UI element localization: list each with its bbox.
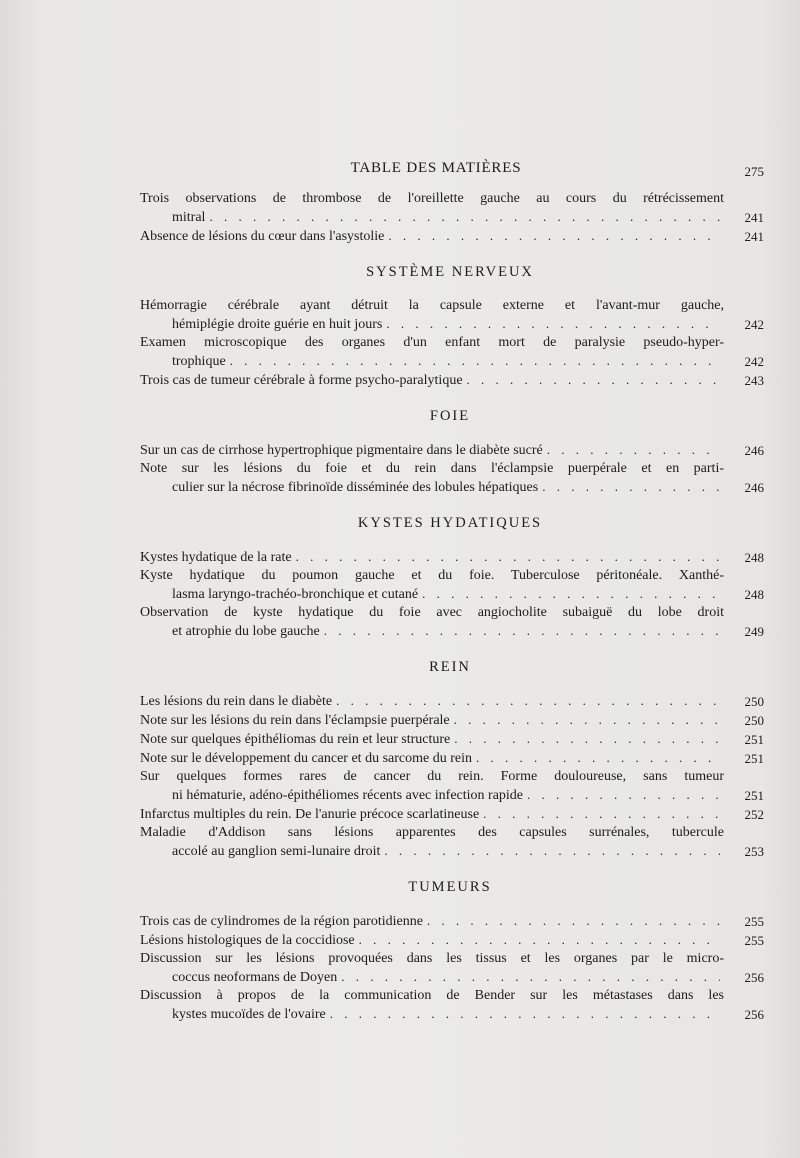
toc-entry-line: Kyste hydatique du poumon gauche et du foie. Tuberculose péritonéale. Xanthé-: [140, 568, 724, 583]
toc-entry-page: 243: [744, 373, 764, 388]
section-title: FOIE: [429, 408, 471, 424]
dot-leader: [336, 692, 720, 710]
toc-entry: [140, 190, 764, 227]
toc-entry: [140, 711, 764, 730]
toc-entry-last-line: [140, 371, 724, 390]
toc-entry: [140, 768, 764, 805]
toc-section: [140, 264, 764, 390]
toc-entry-line: Trois observations de thrombose de l'oreillette gauche au cours du rétrécissement: [140, 191, 724, 206]
dot-leader: [427, 912, 720, 930]
toc-entry-text: Trois cas de cylindromes de la région parotidienne: [140, 914, 423, 929]
toc-entry: [140, 460, 764, 497]
toc-entry-text: culier sur la nécrose fibrinoïde disséminée des lobules hépatiques: [172, 480, 539, 495]
dot-leader: [454, 730, 720, 748]
toc-entry-last-line: [140, 786, 724, 805]
toc-entry-page: 256: [744, 1007, 764, 1022]
toc-entry-last-line: [140, 315, 724, 334]
toc-entry-text: kystes mucoïdes de l'ovaire: [172, 1007, 326, 1022]
dot-leader: [388, 227, 720, 245]
toc-entry: [140, 931, 764, 950]
dot-leader: [547, 441, 720, 459]
toc-entry-last-line: [140, 208, 724, 227]
toc-entry: [140, 987, 764, 1024]
toc-entry-page: 252: [744, 807, 764, 822]
toc-entry: [140, 334, 764, 371]
toc-entry-page: 255: [744, 933, 764, 948]
toc-entry-page: 246: [744, 480, 764, 495]
toc-entry: [140, 371, 764, 390]
toc-entry-page: 251: [744, 751, 764, 766]
section-title: SYSTÈME NERVEUX: [366, 264, 534, 280]
toc-entry-last-line: [140, 352, 724, 371]
toc-entry-last-line: [140, 730, 724, 749]
toc-entry: [140, 227, 764, 246]
toc-section: [140, 515, 764, 641]
toc-entry-last-line: [140, 478, 724, 497]
dot-leader: [209, 208, 720, 226]
toc-entry-text: Sur un cas de cirrhose hypertrophique pigmentaire dans le diabète sucré: [140, 443, 543, 458]
dot-leader: [476, 749, 720, 767]
page-number: 275: [744, 164, 764, 179]
toc-entry-line: Maladie d'Addison sans lésions apparentes des capsules surrénales, tubercule: [140, 825, 724, 840]
toc-section: [140, 879, 764, 1024]
dot-leader: [483, 805, 720, 823]
toc-entry: [140, 950, 764, 987]
dot-leader: [422, 585, 720, 603]
toc-entry-text: mitral: [172, 210, 206, 225]
page-title: TABLE DES MATIÈRES: [350, 160, 522, 176]
toc-section: [140, 408, 764, 497]
toc-entry-line: Hémorragie cérébrale ayant détruit la capsule externe et l'avant-mur gauche,: [140, 298, 724, 313]
section-title: KYSTES HYDATIQUES: [357, 515, 543, 531]
dot-leader: [454, 711, 720, 729]
toc-entry-last-line: [140, 585, 724, 604]
intro-entries: [140, 190, 764, 246]
toc-entry-text: coccus neoformans de Doyen: [172, 970, 338, 985]
toc-entry-last-line: [140, 749, 724, 768]
toc-entry-text: et atrophie du lobe gauche: [172, 624, 320, 639]
toc-entry: [140, 730, 764, 749]
section-title: TUMEURS: [408, 879, 492, 895]
dot-leader: [230, 352, 720, 370]
toc-entry-text: Kystes hydatique de la rate: [140, 550, 292, 565]
toc-entry-last-line: [140, 692, 724, 711]
toc-entry-text: lasma laryngo-trachéo-bronchique et cutané: [172, 587, 419, 602]
toc-entry-text: accolé au ganglion semi-lunaire droit: [172, 844, 381, 859]
toc-entry-text: Lésions histologiques de la coccidiose: [140, 933, 355, 948]
toc-entry-page: 246: [744, 443, 764, 458]
toc-entry: [140, 441, 764, 460]
toc-entry-line: Examen microscopique des organes d'un enfant mort de paralysie pseudo-hyper-: [140, 335, 724, 350]
toc-entry-page: 250: [744, 713, 764, 728]
dot-leader: [324, 622, 720, 640]
toc-entry-page: 256: [744, 970, 764, 985]
toc-entry-text: Absence de lésions du cœur dans l'asystolie: [140, 229, 385, 244]
toc-entry-page: 241: [744, 229, 764, 244]
toc-entry-last-line: [140, 912, 724, 931]
toc-entry-last-line: [140, 968, 724, 987]
toc-entry-last-line: [140, 548, 724, 567]
toc-entry-page: 242: [744, 317, 764, 332]
toc-entry-last-line: [140, 711, 724, 730]
dot-leader: [341, 968, 720, 986]
toc-entry: [140, 692, 764, 711]
dot-leader: [330, 1005, 720, 1023]
dot-leader: [527, 786, 720, 804]
toc-entry-text: Note sur les lésions du rein dans l'éclampsie puerpérale: [140, 713, 450, 728]
toc-entry-page: 241: [744, 210, 764, 225]
toc-entry-page: 250: [744, 694, 764, 709]
dot-leader: [467, 371, 720, 389]
dot-leader: [359, 931, 720, 949]
toc-entry-text: Note sur le développement du cancer et du sarcome du rein: [140, 751, 472, 766]
toc-entry-last-line: [140, 842, 724, 861]
toc-entry-page: 251: [744, 732, 764, 747]
toc-entry: [140, 805, 764, 824]
toc-entry-last-line: [140, 805, 724, 824]
toc-entry-last-line: [140, 1005, 724, 1024]
toc-entry-page: 249: [744, 624, 764, 639]
toc-entry: [140, 604, 764, 641]
toc-entry-last-line: [140, 931, 724, 950]
toc-entry: [140, 567, 764, 604]
toc-section: [140, 659, 764, 861]
toc-entry: [140, 912, 764, 931]
toc-entry: [140, 824, 764, 861]
toc-entry: [140, 297, 764, 334]
toc-entry-text: trophique: [172, 354, 226, 369]
dot-leader: [296, 548, 720, 566]
table-of-contents: [140, 158, 764, 1024]
toc-entry-text: hémiplégie droite guérie en huit jours: [172, 317, 383, 332]
toc-entry-last-line: [140, 622, 724, 641]
toc-entry-line: Sur quelques formes rares de cancer du rein. Forme douloureuse, sans tumeur: [140, 769, 724, 784]
section-title: REIN: [429, 659, 471, 675]
toc-entry-last-line: [140, 227, 724, 246]
toc-entry-text: Trois cas de tumeur cérébrale à forme psycho-paralytique: [140, 373, 463, 388]
toc-entry-page: 242: [744, 354, 764, 369]
toc-entry: [140, 548, 764, 567]
page-header: [140, 158, 764, 186]
dot-leader: [384, 842, 720, 860]
toc-entry-text: ni hématurie, adéno-épithéliomes récents avec infection rapide: [172, 788, 524, 803]
toc-sections: [140, 264, 764, 1024]
toc-entry-text: Les lésions du rein dans le diabète: [140, 694, 333, 709]
toc-entry-text: Infarctus multiples du rein. De l'anurie précoce scarlatineuse: [140, 807, 480, 822]
toc-entry-page: 248: [744, 587, 764, 602]
toc-entry-line: Discussion sur les lésions provoquées dans les tissus et les organes par le micro-: [140, 951, 724, 966]
toc-entry: [140, 749, 764, 768]
toc-entry-page: 248: [744, 550, 764, 565]
toc-entry-text: Note sur quelques épithéliomas du rein et leur structure: [140, 732, 451, 747]
toc-entry-page: 255: [744, 914, 764, 929]
toc-entry-last-line: [140, 441, 724, 460]
toc-entry-page: 253: [744, 844, 764, 859]
toc-entry-line: Observation de kyste hydatique du foie avec angiocholite subaiguë du lobe droit: [140, 605, 724, 620]
toc-entry-line: Note sur les lésions du foie et du rein dans l'éclampsie puerpérale et en parti-: [140, 461, 724, 476]
dot-leader: [542, 478, 720, 496]
toc-entry-line: Discussion à propos de la communication de Bender sur les métastases dans les: [140, 988, 724, 1003]
toc-entry-page: 251: [744, 788, 764, 803]
dot-leader: [386, 315, 720, 333]
